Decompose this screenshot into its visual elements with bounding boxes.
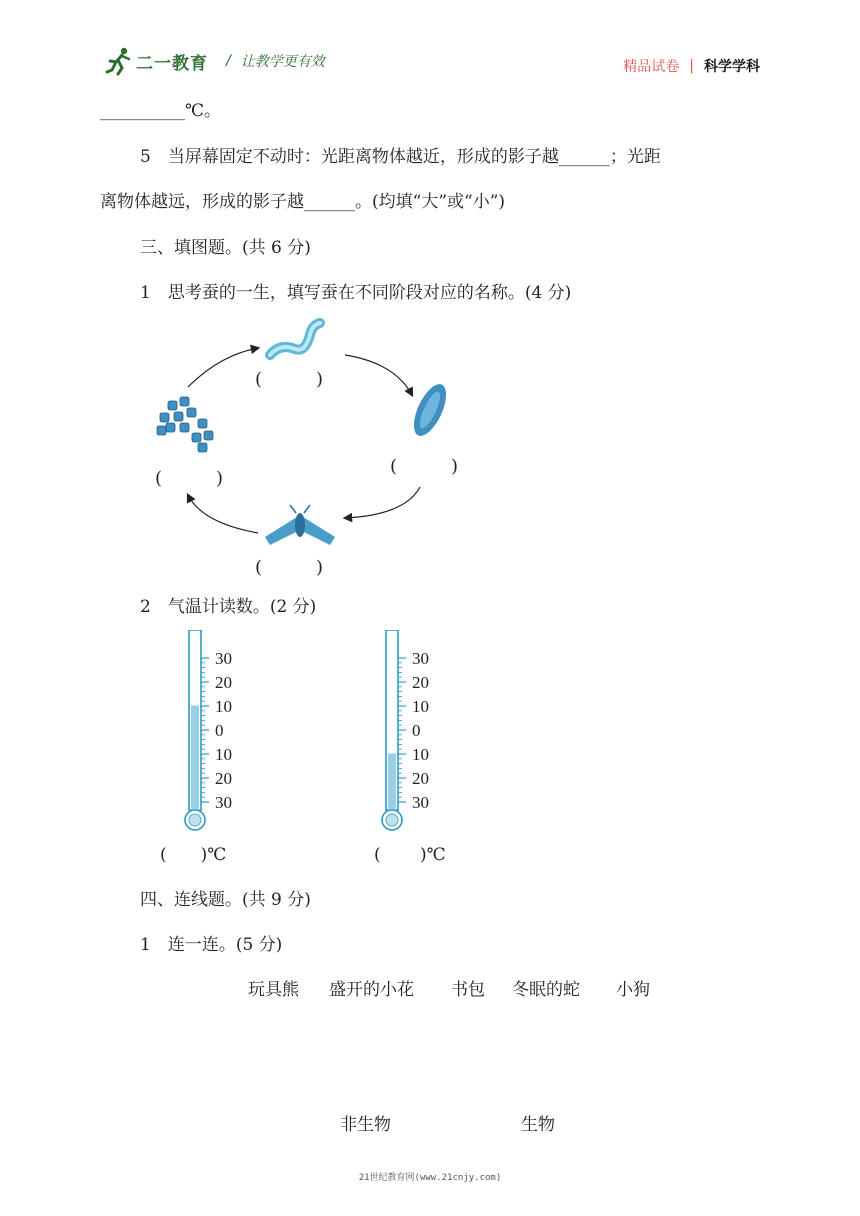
silkworm-life-cycle-diagram bbox=[140, 315, 490, 585]
silkworm-eggs-icon bbox=[157, 397, 213, 452]
item-hibernating-snake: 冬眠的蛇 bbox=[512, 980, 580, 1000]
thermometer-liquid bbox=[388, 754, 396, 812]
arrow-larva-to-pupa bbox=[345, 355, 412, 395]
question-5-line-1: 5 当屏幕固定不动时：光距离物体越近，形成的影子越______；光距 bbox=[140, 147, 661, 167]
logo-slogan: 让教学更有效 bbox=[240, 54, 325, 70]
category-nonliving: 非生物 bbox=[340, 1115, 391, 1135]
question-3-1: 1 思考蚕的一生，填写蚕在不同阶段对应的名称。(4 分) bbox=[140, 283, 572, 303]
section-3-title: 三、填图题。(共 6 分) bbox=[140, 238, 311, 258]
logo-separator: / bbox=[226, 53, 231, 69]
thermometer-tick-label: 30 bbox=[215, 649, 232, 668]
thermometer-tick-label: 0 bbox=[215, 721, 224, 740]
silkworm-larva-icon bbox=[270, 323, 320, 355]
blank-eggs: ( ) bbox=[155, 468, 224, 489]
question-4-1: 1 连一连。(5 分) bbox=[140, 935, 283, 955]
silkworm-pupa-icon bbox=[407, 380, 452, 441]
thermometer-tick-label: 30 bbox=[412, 649, 429, 668]
question-3-2: 2 气温计读数。(2 分) bbox=[140, 597, 317, 617]
section-4-title: 四、连线题。(共 9 分) bbox=[140, 890, 311, 910]
thermometer-tick-label: 10 bbox=[412, 697, 429, 716]
thermometer-tick-label: 20 bbox=[412, 769, 429, 788]
item-blooming-flower: 盛开的小花 bbox=[329, 980, 414, 1000]
footer-source: 21世纪教育网(www.21cnjy.com) bbox=[358, 1173, 502, 1183]
header-quality-label: 精品试卷 bbox=[623, 59, 680, 75]
header-logo bbox=[104, 46, 325, 76]
silkworm-moth-icon bbox=[265, 505, 335, 545]
blank-larva: ( ) bbox=[255, 369, 324, 390]
thermometer-bulb-liquid bbox=[189, 814, 201, 826]
arrow-egg-to-larva bbox=[188, 348, 258, 387]
blank-line-top: __________℃。 bbox=[100, 101, 222, 121]
thermometer-bulb-liquid bbox=[386, 814, 398, 826]
item-toy-bear: 玩具熊 bbox=[248, 980, 299, 1000]
header-divider: | bbox=[689, 58, 694, 74]
thermometer-tick-label: 10 bbox=[215, 697, 232, 716]
thermometer-tick-label: 20 bbox=[412, 673, 429, 692]
thermometer-1 bbox=[175, 630, 275, 840]
header-subject bbox=[623, 56, 760, 76]
thermometer-tick-label: 10 bbox=[412, 745, 429, 764]
thermometer-tick-label: 10 bbox=[215, 745, 232, 764]
thermometer-tick-label: 0 bbox=[412, 721, 421, 740]
thermometer-tick-label: 30 bbox=[215, 793, 232, 812]
thermometer-1-answer: ( )℃ bbox=[160, 845, 227, 865]
item-puppy: 小狗 bbox=[616, 980, 650, 1000]
thermometer-2 bbox=[372, 630, 472, 840]
thermometer-tick-label: 20 bbox=[215, 673, 232, 692]
header-subject-label: 科学学科 bbox=[704, 59, 760, 75]
arrow-pupa-to-moth bbox=[345, 487, 420, 518]
blank-moth: ( ) bbox=[255, 557, 324, 578]
blank-pupa: ( ) bbox=[390, 456, 459, 477]
runner-logo-icon bbox=[104, 46, 134, 76]
question-5-line-2: 离物体越远，形成的影子越______。(均填“大”或“小”) bbox=[100, 192, 506, 212]
category-living: 生物 bbox=[521, 1115, 555, 1135]
thermometer-2-answer: ( )℃ bbox=[374, 845, 446, 865]
arrow-moth-to-egg bbox=[188, 495, 258, 533]
logo-text: 二一教育 bbox=[136, 53, 208, 74]
thermometer-tick-label: 30 bbox=[412, 793, 429, 812]
thermometer-tick-label: 20 bbox=[215, 769, 232, 788]
item-schoolbag: 书包 bbox=[451, 980, 485, 1000]
